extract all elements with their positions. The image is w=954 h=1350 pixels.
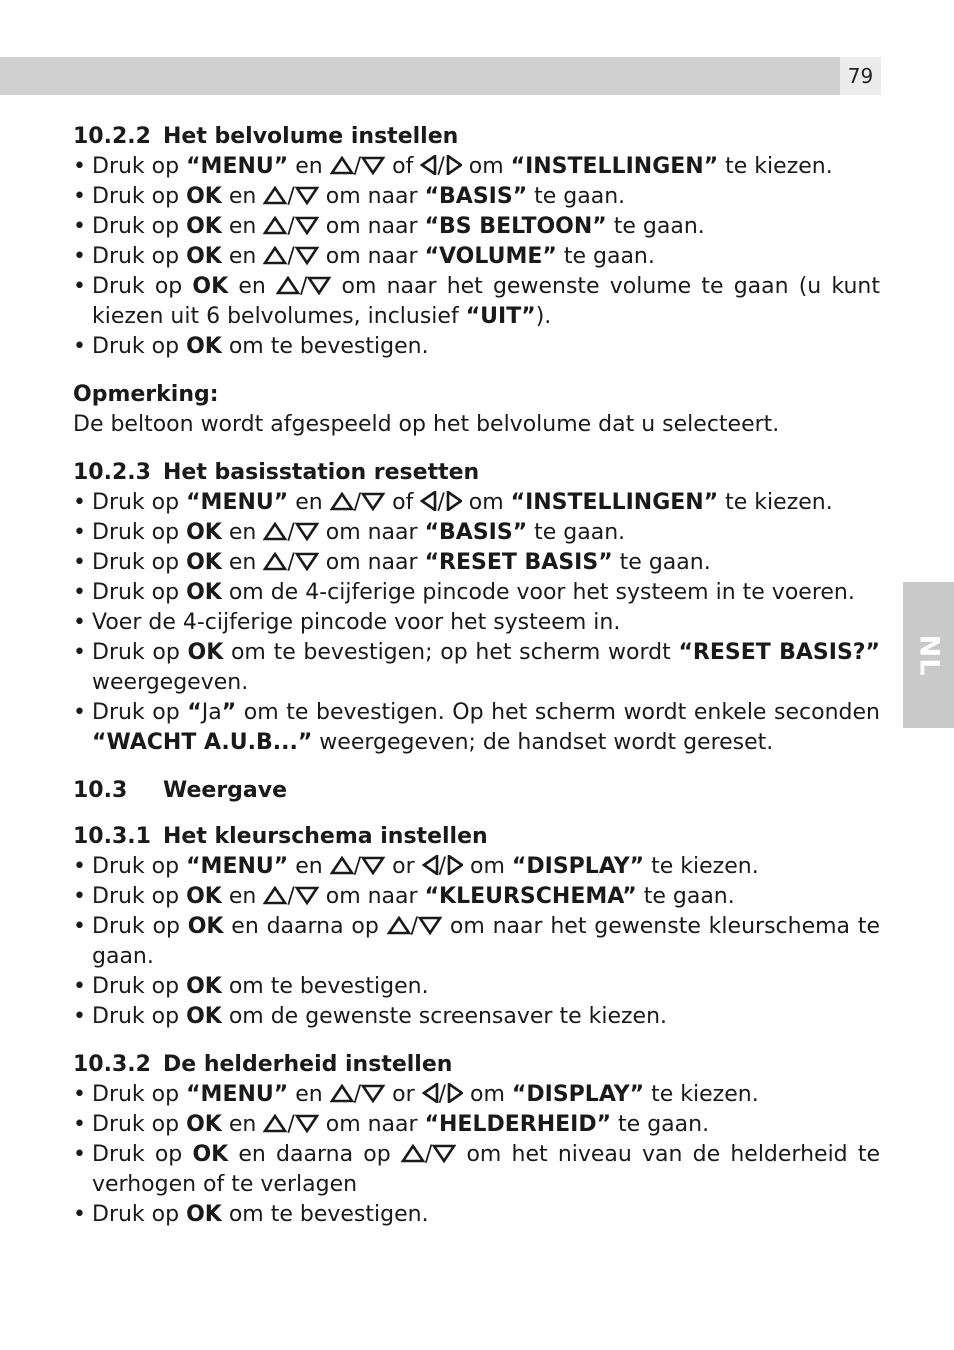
arrow-left-icon bbox=[420, 154, 437, 179]
item-keyword: “DISPLAY” bbox=[511, 854, 645, 879]
arrow-up-icon bbox=[330, 490, 354, 515]
arrow-up-icon bbox=[263, 884, 287, 909]
list-item bbox=[73, 1110, 880, 1140]
item-keyword: OK bbox=[186, 1202, 222, 1227]
list-item bbox=[73, 332, 880, 362]
list-item bbox=[73, 608, 880, 638]
item-text: om te bevestigen. Op het scherm wordt enkele seconden bbox=[236, 700, 880, 725]
arrow-up-icon bbox=[263, 1112, 287, 1137]
item-text: om naar bbox=[318, 550, 425, 575]
section-heading bbox=[73, 1050, 880, 1080]
item-text: Druk op bbox=[92, 274, 193, 299]
item-text: te gaan. bbox=[556, 244, 655, 269]
item-text: Druk op bbox=[92, 520, 187, 545]
item-text: / bbox=[287, 244, 295, 269]
item-text: en bbox=[221, 184, 264, 209]
item-text: en daarna op bbox=[228, 1142, 401, 1167]
item-keyword: OK bbox=[187, 914, 224, 939]
section-heading bbox=[73, 776, 880, 806]
item-text: en bbox=[221, 214, 264, 239]
item-text: om de 4-cijferige pincode voor het systeem in te voeren. bbox=[221, 580, 855, 605]
arrow-down-icon bbox=[361, 154, 385, 179]
list-item bbox=[73, 488, 880, 518]
section-number: 10.3 bbox=[73, 778, 128, 803]
list-item bbox=[73, 1140, 880, 1200]
item-text: om bbox=[461, 154, 511, 179]
item-text: te kiezen. bbox=[718, 154, 833, 179]
list-item bbox=[73, 852, 880, 882]
item-text: / bbox=[410, 914, 419, 939]
arrow-up-icon bbox=[276, 274, 300, 299]
item-keyword: OK bbox=[186, 580, 222, 605]
section-belvolume bbox=[73, 122, 880, 362]
item-keyword: OK bbox=[186, 1112, 222, 1137]
item-text: Druk op bbox=[92, 1082, 187, 1107]
item-keyword: “INSTELLINGEN” bbox=[510, 154, 719, 179]
section-weergave bbox=[73, 776, 880, 806]
item-keyword: OK bbox=[186, 1004, 222, 1029]
item-text: om naar bbox=[318, 184, 425, 209]
item-text: om bbox=[463, 854, 512, 879]
item-text: / bbox=[424, 1142, 433, 1167]
item-text: te gaan. bbox=[612, 550, 711, 575]
item-text: Druk op bbox=[92, 700, 188, 725]
item-text: / bbox=[287, 214, 295, 239]
item-text: Druk op bbox=[92, 884, 187, 909]
arrow-down-icon bbox=[295, 184, 319, 209]
item-keyword: “MENU” bbox=[186, 490, 289, 515]
item-keyword: “MENU” bbox=[186, 1082, 289, 1107]
item-text: Druk op bbox=[92, 1004, 187, 1029]
note-text: De beltoon wordt afgespeeld op het belvolume dat u selecteert. bbox=[73, 412, 780, 437]
list-item bbox=[73, 1200, 880, 1230]
item-text: en bbox=[221, 550, 264, 575]
section-title: Weergave bbox=[163, 778, 288, 803]
arrow-up-icon bbox=[263, 184, 287, 209]
section-title: Het belvolume instellen bbox=[163, 124, 459, 149]
item-text: Druk op bbox=[92, 490, 187, 515]
item-text: Druk op bbox=[92, 1112, 187, 1137]
item-text: / bbox=[437, 154, 445, 179]
arrow-down-icon bbox=[307, 274, 331, 299]
page-number: 79 bbox=[840, 57, 881, 95]
list-item bbox=[73, 182, 880, 212]
item-text: or bbox=[385, 854, 422, 879]
item-text: Druk op bbox=[92, 854, 187, 879]
item-text: en bbox=[221, 1112, 264, 1137]
arrow-down-icon bbox=[418, 914, 442, 939]
arrow-down-icon bbox=[361, 854, 385, 879]
arrow-up-icon bbox=[263, 520, 287, 545]
section-title: Het basisstation resetten bbox=[163, 460, 480, 485]
item-text: Druk op bbox=[92, 154, 187, 179]
item-keyword: “UIT” bbox=[465, 304, 536, 329]
arrow-up-icon bbox=[330, 854, 354, 879]
section-number: 10.3.2 bbox=[73, 1052, 151, 1077]
arrow-up-icon bbox=[401, 1142, 425, 1167]
arrow-down-icon bbox=[295, 884, 319, 909]
item-text: en bbox=[221, 244, 264, 269]
item-keyword: “DISPLAY” bbox=[511, 1082, 645, 1107]
item-text: Druk op bbox=[92, 580, 187, 605]
item-text: en bbox=[288, 854, 330, 879]
arrow-up-icon bbox=[330, 1082, 354, 1107]
item-text: Druk op bbox=[92, 334, 187, 359]
list-item bbox=[73, 1080, 880, 1110]
item-text: / bbox=[287, 184, 295, 209]
arrow-down-icon bbox=[295, 214, 319, 239]
instruction-list bbox=[73, 852, 880, 1032]
item-keyword: “HELDERHEID” bbox=[424, 1112, 612, 1137]
list-item bbox=[73, 518, 880, 548]
instruction-list bbox=[73, 488, 880, 758]
item-text: te gaan. bbox=[636, 884, 735, 909]
header-bar bbox=[0, 57, 881, 95]
arrow-down-icon bbox=[295, 550, 319, 575]
item-text: / bbox=[438, 1082, 447, 1107]
item-text: Druk op bbox=[92, 244, 187, 269]
section-number: 10.2.3 bbox=[73, 460, 151, 485]
item-text: / bbox=[287, 884, 295, 909]
list-item bbox=[73, 882, 880, 912]
item-text: om naar bbox=[318, 884, 425, 909]
section-helderheid bbox=[73, 1050, 880, 1230]
item-text: Druk op bbox=[92, 214, 187, 239]
item-keyword: OK bbox=[186, 550, 222, 575]
item-text: ). bbox=[535, 304, 552, 329]
item-keyword: “RESET BASIS?” bbox=[678, 640, 881, 665]
list-item bbox=[73, 152, 880, 182]
item-keyword: OK bbox=[192, 274, 229, 299]
arrow-down-icon bbox=[295, 1112, 319, 1137]
arrow-right-icon bbox=[445, 154, 462, 179]
item-keyword: “BASIS” bbox=[424, 184, 528, 209]
item-keyword: OK bbox=[186, 974, 222, 999]
item-text: en bbox=[221, 884, 264, 909]
item-keyword: “VOLUME” bbox=[424, 244, 557, 269]
arrow-left-icon bbox=[422, 854, 439, 879]
item-text: te gaan. bbox=[611, 1112, 710, 1137]
item-text: / bbox=[438, 854, 447, 879]
language-tab-label: NL bbox=[913, 634, 944, 676]
item-text: / bbox=[287, 520, 295, 545]
list-item bbox=[73, 578, 880, 608]
item-keyword: ” bbox=[221, 700, 237, 725]
item-text: en daarna op bbox=[223, 914, 387, 939]
item-text: / bbox=[287, 550, 295, 575]
item-text: om te bevestigen; op het scherm wordt bbox=[223, 640, 679, 665]
item-text: en bbox=[228, 274, 276, 299]
arrow-up-icon bbox=[387, 914, 411, 939]
item-text: Druk op bbox=[92, 974, 187, 999]
item-text: te kiezen. bbox=[718, 490, 833, 515]
item-text: or bbox=[385, 1082, 422, 1107]
item-text: te gaan. bbox=[527, 520, 626, 545]
item-text: / bbox=[353, 154, 362, 179]
item-keyword: OK bbox=[187, 640, 224, 665]
item-text: / bbox=[353, 1082, 362, 1107]
item-text: en bbox=[221, 520, 264, 545]
item-text: te kiezen. bbox=[644, 854, 759, 879]
section-number: 10.2.2 bbox=[73, 124, 151, 149]
item-text: weergegeven; de handset wordt gereset. bbox=[312, 730, 774, 755]
item-text: en bbox=[288, 154, 330, 179]
item-keyword: OK bbox=[186, 334, 222, 359]
item-keyword: “BS BELTOON” bbox=[424, 214, 607, 239]
arrow-up-icon bbox=[263, 550, 287, 575]
list-item bbox=[73, 212, 880, 242]
list-item bbox=[73, 972, 880, 1002]
section-title: Het kleurschema instellen bbox=[163, 824, 488, 849]
language-tab bbox=[903, 582, 954, 728]
arrow-down-icon bbox=[295, 244, 319, 269]
instruction-list bbox=[73, 152, 880, 362]
item-text: Druk op bbox=[92, 184, 187, 209]
item-text: om naar bbox=[318, 1112, 425, 1137]
item-text: of bbox=[385, 490, 421, 515]
item-text: / bbox=[299, 274, 308, 299]
item-text: en bbox=[288, 490, 330, 515]
arrow-left-icon bbox=[422, 1082, 439, 1107]
list-item bbox=[73, 548, 880, 578]
item-text: om bbox=[463, 1082, 512, 1107]
item-text: om de gewenste screensaver te kiezen. bbox=[221, 1004, 668, 1029]
item-text: om naar het gewenste volume te gaan (u kunt kiezen uit 6 belvolumes, inclusief bbox=[92, 274, 880, 329]
item-keyword: “KLEURSCHEMA” bbox=[424, 884, 637, 909]
section-kleurschema bbox=[73, 822, 880, 1032]
list-item bbox=[73, 1002, 880, 1032]
section-number: 10.3.1 bbox=[73, 824, 151, 849]
arrow-right-icon bbox=[446, 1082, 463, 1107]
item-keyword: “BASIS” bbox=[424, 520, 528, 545]
section-title: De helderheid instellen bbox=[163, 1052, 453, 1077]
item-text: te gaan. bbox=[527, 184, 626, 209]
item-keyword: OK bbox=[186, 244, 222, 269]
arrow-right-icon bbox=[446, 854, 463, 879]
item-text: om naar bbox=[318, 214, 425, 239]
item-text: Druk op bbox=[92, 1142, 193, 1167]
section-heading bbox=[73, 458, 880, 488]
list-item bbox=[73, 242, 880, 272]
item-text: / bbox=[353, 490, 362, 515]
item-text: / bbox=[437, 490, 445, 515]
arrow-up-icon bbox=[330, 154, 354, 179]
section-heading bbox=[73, 122, 880, 152]
item-text: en bbox=[288, 1082, 330, 1107]
item-text: om te bevestigen. bbox=[221, 974, 429, 999]
item-text: Voer de 4-cijferige pincode voor het systeem in. bbox=[92, 610, 621, 635]
list-item bbox=[73, 272, 880, 332]
note-heading: Opmerking: bbox=[73, 382, 219, 407]
item-text: om te bevestigen. bbox=[221, 334, 429, 359]
arrow-down-icon bbox=[361, 1082, 385, 1107]
item-text: om naar bbox=[318, 520, 425, 545]
section-heading bbox=[73, 822, 880, 852]
arrow-down-icon bbox=[361, 490, 385, 515]
item-keyword: “MENU” bbox=[186, 854, 289, 879]
item-text: Druk op bbox=[92, 914, 188, 939]
item-text: Ja bbox=[201, 700, 222, 725]
item-keyword: “INSTELLINGEN” bbox=[510, 490, 719, 515]
list-item bbox=[73, 638, 880, 698]
arrow-down-icon bbox=[295, 520, 319, 545]
item-text: om bbox=[461, 490, 511, 515]
item-text: om het niveau van de helderheid te verhogen of te verlagen bbox=[92, 1142, 880, 1197]
note-block bbox=[73, 380, 880, 440]
item-keyword: “WACHT A.U.B...” bbox=[92, 730, 313, 755]
item-keyword: OK bbox=[192, 1142, 229, 1167]
item-text: om naar het gewenste kleurschema te gaan. bbox=[92, 914, 880, 969]
arrow-left-icon bbox=[420, 490, 437, 515]
item-keyword: OK bbox=[186, 884, 222, 909]
item-keyword: “ bbox=[187, 700, 202, 725]
section-reset bbox=[73, 458, 880, 758]
item-keyword: OK bbox=[186, 214, 222, 239]
item-keyword: “RESET BASIS” bbox=[424, 550, 613, 575]
item-text: weergegeven. bbox=[92, 670, 249, 695]
item-text: Druk op bbox=[92, 550, 187, 575]
instruction-list bbox=[73, 1080, 880, 1230]
arrow-right-icon bbox=[445, 490, 462, 515]
item-text: om te bevestigen. bbox=[221, 1202, 429, 1227]
page-content bbox=[73, 122, 880, 1248]
item-text: / bbox=[353, 854, 362, 879]
item-keyword: “MENU” bbox=[186, 154, 289, 179]
item-keyword: OK bbox=[186, 184, 222, 209]
arrow-up-icon bbox=[263, 244, 287, 269]
item-text: of bbox=[385, 154, 421, 179]
item-text: / bbox=[287, 1112, 295, 1137]
item-text: Druk op bbox=[92, 640, 188, 665]
arrow-down-icon bbox=[432, 1142, 456, 1167]
item-keyword: OK bbox=[186, 520, 222, 545]
list-item bbox=[73, 698, 880, 758]
list-item bbox=[73, 912, 880, 972]
item-text: Druk op bbox=[92, 1202, 187, 1227]
arrow-up-icon bbox=[263, 214, 287, 239]
item-text: om naar bbox=[318, 244, 425, 269]
item-text: te gaan. bbox=[606, 214, 705, 239]
item-text: te kiezen. bbox=[644, 1082, 759, 1107]
